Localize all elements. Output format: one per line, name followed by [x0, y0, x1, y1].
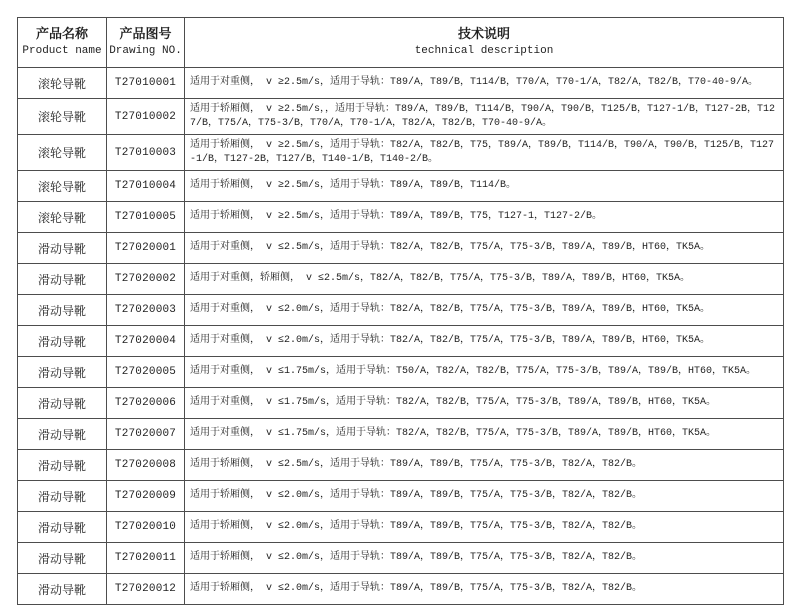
description-cell: 适用于轿厢侧， v ≥2.5m/s，，适用于导轨：T89/A，T89/B，T114/B，T90/A，T90/B，T125/B，T127-1/B，T127-2B，T127/B，T75/A，T75-3/B，T70/A，T70-1/A，T82/A，T82/B，T70-40-9/A。: [185, 99, 784, 135]
product-name-cell: 滑动导靴: [18, 450, 107, 481]
product-name-cell: 滑动导靴: [18, 326, 107, 357]
description-cell: 适用于轿厢侧， v ≤2.0m/s，适用于导轨：T89/A，T89/B，T75/A，T75-3/B，T82/A，T82/B。: [185, 543, 784, 574]
description-cell: 适用于对重侧， v ≤2.0m/s，适用于导轨：T82/A，T82/B，T75/A，T75-3/B，T89/A，T89/B，HT60，TK5A。: [185, 295, 784, 326]
product-name-cell: 滑动导靴: [18, 295, 107, 326]
drawing-no-cell: T27020011: [107, 543, 185, 574]
table-row: [18, 135, 784, 171]
description-cell: 适用于轿厢侧， v ≤2.0m/s，适用于导轨：T89/A，T89/B，T75/A，T75-3/B，T82/A，T82/B。: [185, 574, 784, 605]
column-header-drawing-no-cn: 产品图号: [119, 27, 172, 42]
product-catalog-table: [17, 17, 784, 605]
product-name-cell: 滑动导靴: [18, 388, 107, 419]
drawing-no-cell: T27010004: [107, 171, 185, 202]
column-header-product-name-en: Product name: [22, 45, 102, 57]
column-header-description-en: technical description: [414, 45, 554, 57]
drawing-no-cell: T27020002: [107, 264, 185, 295]
table-row: [18, 99, 784, 135]
description-cell: 适用于轿厢侧， v ≤2.0m/s，适用于导轨：T89/A，T89/B，T75/A，T75-3/B，T82/A，T82/B。: [185, 512, 784, 543]
drawing-no-cell: T27010003: [107, 135, 185, 171]
table-row: [18, 450, 784, 481]
table-row: [18, 574, 784, 605]
product-catalog-document: [17, 17, 783, 605]
description-cell: 适用于对重侧， v ≤1.75m/s，适用于导轨：T50/A，T82/A，T82/B，T75/A，T75-3/B，T89/A，T89/B，HT60，TK5A。: [185, 357, 784, 388]
description-cell: 适用于轿厢侧， v ≥2.5m/s，适用于导轨：T89/A，T89/B，T75，T127-1，T127-2/B。: [185, 202, 784, 233]
product-name-cell: 滑动导靴: [18, 481, 107, 512]
drawing-no-cell: T27020008: [107, 450, 185, 481]
product-name-cell: 滚轮导靴: [18, 171, 107, 202]
product-name-cell: 滑动导靴: [18, 264, 107, 295]
table-row: [18, 357, 784, 388]
table-row: [18, 543, 784, 574]
drawing-no-cell: T27020012: [107, 574, 185, 605]
table-row: [18, 233, 784, 264]
product-name-cell: 滑动导靴: [18, 419, 107, 450]
description-cell: 适用于对重侧，轿厢侧， v ≤2.5m/s，T82/A，T82/B，T75/A，T75-3/B，T89/A，T89/B，HT60，TK5A。: [185, 264, 784, 295]
product-name-cell: 滑动导靴: [18, 357, 107, 388]
table-row: [18, 481, 784, 512]
table-row: [18, 419, 784, 450]
description-cell: 适用于对重侧， v ≤2.5m/s，适用于导轨：T82/A，T82/B，T75/A，T75-3/B，T89/A，T89/B，HT60，TK5A。: [185, 233, 784, 264]
product-name-cell: 滚轮导靴: [18, 99, 107, 135]
drawing-no-cell: T27020006: [107, 388, 185, 419]
product-name-cell: 滑动导靴: [18, 512, 107, 543]
drawing-no-cell: T27010001: [107, 68, 185, 99]
column-header-description-cn: 技术说明: [457, 27, 510, 42]
column-header-product-name-cn: 产品名称: [35, 27, 88, 42]
table-row: [18, 388, 784, 419]
drawing-no-cell: T27020007: [107, 419, 185, 450]
drawing-no-cell: T27020010: [107, 512, 185, 543]
drawing-no-cell: T27020001: [107, 233, 185, 264]
description-cell: 适用于轿厢侧， v ≥2.5m/s，适用于导轨：T82/A，T82/B，T75，T89/A，T89/B，T114/B，T90/A，T90/B，T125/B，T127-1/B，T127-2B，T127/B，T140-1/B，T140-2/B。: [185, 135, 784, 171]
product-name-cell: 滑动导靴: [18, 543, 107, 574]
column-header-drawing-no-en: Drawing NO.: [109, 45, 182, 57]
product-name-cell: 滚轮导靴: [18, 202, 107, 233]
table-row: [18, 264, 784, 295]
drawing-no-cell: T27020004: [107, 326, 185, 357]
product-name-cell: 滚轮导靴: [18, 135, 107, 171]
column-header-drawing-no: [107, 18, 185, 68]
header-row: [18, 18, 784, 68]
column-header-description: [185, 18, 784, 68]
table-row: [18, 512, 784, 543]
table-row: [18, 326, 784, 357]
drawing-no-cell: T27020009: [107, 481, 185, 512]
table-row: [18, 171, 784, 202]
drawing-no-cell: T27020005: [107, 357, 185, 388]
table-row: [18, 202, 784, 233]
product-name-cell: 滑动导靴: [18, 233, 107, 264]
product-name-cell: 滚轮导靴: [18, 68, 107, 99]
description-cell: 适用于对重侧， v ≥2.5m/s，适用于导轨：T89/A，T89/B，T114/B，T70/A，T70-1/A，T82/A，T82/B，T70-40-9/A。: [185, 68, 784, 99]
drawing-no-cell: T27010005: [107, 202, 185, 233]
description-cell: 适用于轿厢侧， v ≥2.5m/s，适用于导轨：T89/A，T89/B，T114/B。: [185, 171, 784, 202]
description-cell: 适用于轿厢侧， v ≤2.5m/s，适用于导轨：T89/A，T89/B，T75/A，T75-3/B，T82/A，T82/B。: [185, 450, 784, 481]
description-cell: 适用于轿厢侧， v ≤2.0m/s，适用于导轨：T89/A，T89/B，T75/A，T75-3/B，T82/A，T82/B。: [185, 481, 784, 512]
description-cell: 适用于对重侧， v ≤1.75m/s，适用于导轨：T82/A，T82/B，T75/A，T75-3/B，T89/A，T89/B，HT60，TK5A。: [185, 419, 784, 450]
drawing-no-cell: T27020003: [107, 295, 185, 326]
table-row: [18, 295, 784, 326]
table-row: [18, 68, 784, 99]
column-header-product-name: [18, 18, 107, 68]
description-cell: 适用于对重侧， v ≤1.75m/s，适用于导轨：T82/A，T82/B，T75/A，T75-3/B，T89/A，T89/B，HT60，TK5A。: [185, 388, 784, 419]
product-name-cell: 滑动导靴: [18, 574, 107, 605]
drawing-no-cell: T27010002: [107, 99, 185, 135]
description-cell: 适用于对重侧， v ≤2.0m/s，适用于导轨：T82/A，T82/B，T75/A，T75-3/B，T89/A，T89/B，HT60，TK5A。: [185, 326, 784, 357]
